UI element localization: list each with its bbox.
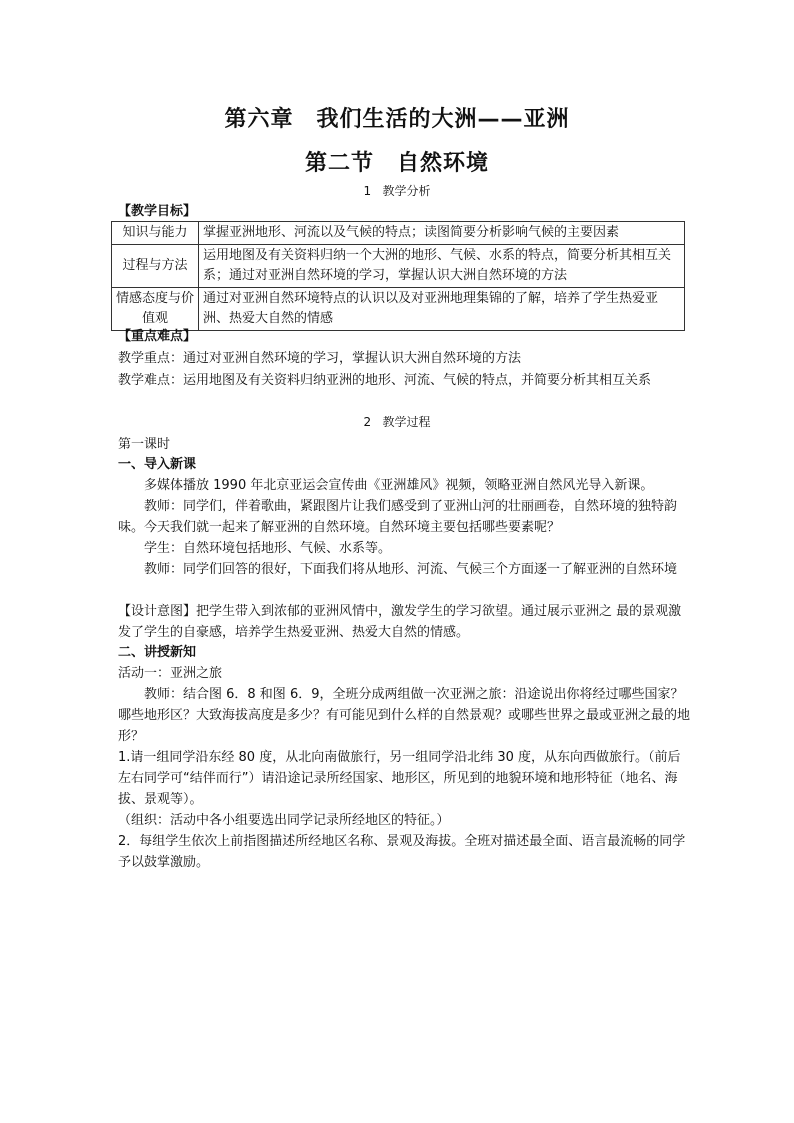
intro-paragraph-1: 多媒体播放 1990 年北京亚运会宣传曲《亚洲雄风》视频，领略亚洲自然风光导入新课。 bbox=[144, 478, 654, 493]
table-row bbox=[112, 288, 685, 331]
row-content: 掌握亚洲地形、河流以及气候的特点；读图简要分析影响气候的主要因素 bbox=[199, 222, 685, 245]
new-knowledge-heading: 二、讲授新知 bbox=[118, 645, 197, 660]
intro-paragraph-3: 学生：自然环境包括地形、气候、水系等。 bbox=[144, 541, 392, 556]
part2-number: 2 bbox=[363, 415, 372, 429]
design-intent: 【设计意图】把学生带入到浓郁的亚洲风情中，激发学生的学习欲望。通过展示亚洲之 最的景观激发了学生的自豪感，培养学生热爱亚洲、热爱大自然的情感。 bbox=[118, 604, 682, 640]
row-content: 运用地图及有关资料归纳一个大洲的地形、气候、水系的特点，简要分析其相互关系；通过对亚洲自然环境的学习，掌握认识大洲自然环境的方法 bbox=[199, 245, 685, 288]
row-content: 通过对亚洲自然环境特点的认识以及对亚洲地理集锦的了解，培养了学生热爱亚洲、热爱大自然的情感 bbox=[199, 288, 685, 331]
chapter-title: 第六章 我们生活的大洲——亚洲 bbox=[224, 107, 570, 132]
activity-paragraph-3: （组织：活动中各小组要选出同学记录所经地区的特征。） bbox=[118, 813, 450, 828]
part1-heading bbox=[0, 182, 794, 199]
table-row bbox=[112, 245, 685, 288]
activity-1-title: 活动一：亚洲之旅 bbox=[118, 666, 223, 681]
objectives-heading: 【教学目标】 bbox=[118, 204, 197, 219]
intro-paragraph-4: 教师：同学们回答的很好，下面我们将从地形、河流、气候三个方面逐一了解亚洲的自然环境 bbox=[144, 562, 678, 577]
part1-title: 教学分析 bbox=[382, 184, 431, 198]
activity-paragraph-1: 教师：结合图 6．8 和图 6．9，全班分成两组做一次亚洲之旅：沿途说出你将经过哪些国家？哪些地形区？大致海拔高度是多少？有可能见到什么样的自然景观？或哪些世界之最或亚洲之最的地形？ bbox=[118, 687, 691, 744]
part1-number: 1 bbox=[363, 184, 372, 198]
key-points-heading: 【重点难点】 bbox=[118, 329, 197, 344]
part2-title: 教学过程 bbox=[382, 415, 431, 429]
row-label: 情感态度与价值观 bbox=[112, 288, 199, 331]
objectives-table bbox=[111, 221, 685, 331]
teaching-difficulty: 教学难点：运用地图及有关资料归纳亚洲的地形、河流、气候的特点，并简要分析其相互关系 bbox=[118, 373, 652, 388]
row-label: 过程与方法 bbox=[112, 245, 199, 288]
intro-paragraph-2: 教师：同学们，伴着歌曲，紧跟图片让我们感受到了亚洲山河的壮丽画卷，自然环境的独特韵味。今天我们就一起来了解亚洲的自然环境。自然环境主要包括哪些要素呢？ bbox=[118, 499, 678, 535]
lesson-label: 第一课时 bbox=[118, 437, 171, 452]
intro-heading: 一、导入新课 bbox=[118, 457, 197, 472]
activity-paragraph-2: 1.请一组同学沿东经 80 度，从北向南做旅行，另一组同学沿北纬 30 度，从东向西做旅行。（前后左右同学可“结伴而行”）请沿途记录所经国家、地形区，所见到的地貌环境和地形特征（地名、海拔、景观等）。 bbox=[118, 750, 681, 807]
teaching-focus: 教学重点：通过对亚洲自然环境的学习，掌握认识大洲自然环境的方法 bbox=[118, 351, 522, 366]
part2-heading bbox=[0, 413, 794, 430]
row-label: 知识与能力 bbox=[112, 222, 199, 245]
table-row bbox=[112, 222, 685, 245]
section-title: 第二节 自然环境 bbox=[304, 151, 489, 176]
activity-paragraph-4: 2．每组学生依次上前指图描述所经地区名称、景观及海拔。全班对描述最全面、语言最流畅的同学予以鼓掌激励。 bbox=[118, 834, 686, 870]
